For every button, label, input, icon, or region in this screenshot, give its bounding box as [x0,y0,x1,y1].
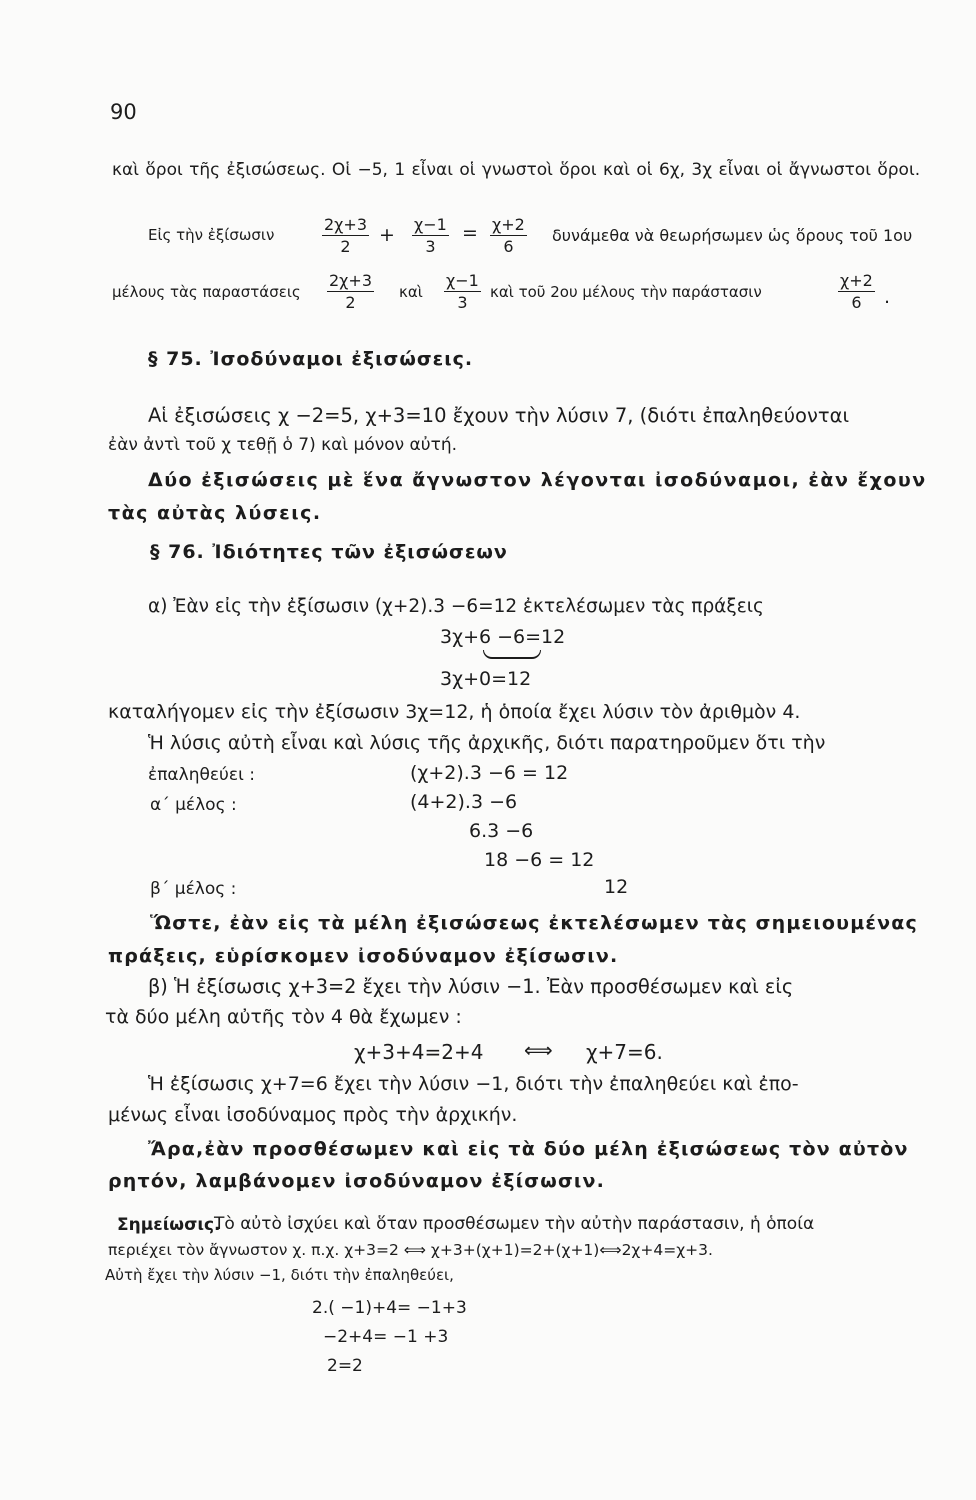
property-a-conclusion: καταλήγομεν εἰς τὴν ἐξίσωσιν 3χ=12, ἡ ὁποία ἔχει λύσιν τὸν ἀριθμὸν 4. [108,701,801,723]
member-a-label: α΄ μέλος : [150,795,237,815]
equivalence-arrow-icon: ⟺ [524,1038,553,1062]
fraction-x-1-over-3: $\frac{\chi-1}{3}$ [414,215,447,256]
fraction-2x3-over-2-b: $\frac{2\chi+3}{2}$ [329,271,373,312]
section-76-heading: § 76. Ἰδιότητες τῶν ἐξισώσεων [150,541,508,563]
fraction-example-tail: δυνάμεθα νὰ θεωρήσωμεν ὡς ὅρους τοῦ 1ου [552,226,913,245]
fraction-x-1-over-3-b: $\frac{\chi-1}{3}$ [446,271,479,312]
property-a-line: α) Ἐὰν εἰς τὴν ἐξίσωσιν (χ+2).3 −6=12 ἐκτελέσωμεν τὰς πράξεις [148,596,764,617]
definition-line2: τὰς αὐτὰς λύσεις. [108,502,322,524]
verification-step4: 18 −6 = 12 [484,849,595,871]
fraction-example-line2-mid: καὶ τοῦ 2ου μέλους τὴν παράστασιν [490,283,762,301]
fraction-x2-over-6: $\frac{\chi+2}{6}$ [492,215,525,256]
note-line3: Αὐτὴ ἔχει τὴν λύσιν −1, διότι τὴν ἐπαληθεύει, [105,1266,454,1284]
verification-step2: (4+2).3 −6 [410,791,518,813]
note-line1: Τὸ αὐτὸ ἰσχύει καὶ ὅταν προσθέσωμεν τὴν αὐτὴν παράστασιν, ἡ ὁποία [214,1214,815,1234]
rule2-line1: Ἄρα,ἐὰν προσθέσωμεν καὶ εἰς τὰ δύο μέλη ἐξισώσεως τὸν αὐτὸν [148,1138,909,1160]
property-b-line1: β) Ἡ ἐξίσωσις χ+3=2 ἔχει τὴν λύσιν −1. Ἐὰν προσθέσωμεν καὶ εἰς [148,975,794,998]
verification-step5: 12 [604,876,629,898]
fraction-2x3-over-2: $\frac{2\chi+3}{2}$ [324,215,368,256]
plus-sign: + [379,224,395,246]
note-calc1: 2.( −1)+4= −1+3 [312,1298,467,1318]
rule1-line2: πράξεις, εὑρίσκομεν ἰσοδύναμον ἐξίσωσιν. [108,945,619,967]
member-b-label: β΄ μέλος : [150,879,237,899]
section-75-heading: § 75. Ἰσοδύναμοι ἐξισώσεις. [148,348,474,370]
property-a-equation2: 3χ+0=12 [440,668,532,690]
verification-label: ἐπαληθεύει : [148,765,255,785]
fraction-x2-over-6-b: $\frac{\chi+2}{6}$ [840,271,873,312]
fraction-example-line2-lead: μέλους τὰς παραστάσεις [112,283,301,301]
page-number: 90 [110,100,137,124]
section-75-paragraph-line2: ἐὰν ἀντὶ τοῦ χ τεθῇ ὁ 7) καὶ μόνον αὐτή. [108,435,457,455]
note-label: Σημείωσις. [117,1215,221,1235]
cancellation-brace [483,650,541,659]
rule2-line2: ρητόν, λαμβάνομεν ἰσοδύναμον ἐξίσωσιν. [108,1170,606,1192]
and-word: καὶ [399,283,423,301]
property-b-equation-left: χ+3+4=2+4 [354,1040,484,1064]
note-line2: περιέχει τὸν ἄγνωστον χ. π.χ. χ+3=2 ⟺ χ+3+(χ+1)=2+(χ+1)⟺2χ+4=χ+3. [108,1241,713,1259]
fraction-example-lead: Εἰς τὴν ἐξίσωσιν [148,226,275,244]
property-a-solution: Ἡ λύσις αὐτὴ εἶναι καὶ λύσις τῆς ἀρχικῆς, διότι παρατηροῦμεν ὅτι τὴν [148,732,826,754]
section-75-paragraph-line1: Αἱ ἐξισώσεις χ −2=5, χ+3=10 ἔχουν τὴν λύσιν 7, (διότι ἐπαληθεύονται [148,404,850,427]
note-calc2: −2+4= −1 +3 [323,1327,449,1347]
property-b-conclusion1: Ἡ ἐξίσωσις χ+7=6 ἔχει τὴν λύσιν −1, διότι τὴν ἐπαληθεύει καὶ ἐπο- [148,1073,799,1095]
note-calc3: 2=2 [327,1356,363,1376]
equals-sign: = [462,222,478,244]
verification-step3: 6.3 −6 [469,820,534,842]
property-b-equation-right: χ+7=6. [586,1040,663,1064]
definition-line1: Δύο ἐξισώσεις μὲ ἕνα ἄγνωστον λέγονται ἰσοδύναμοι, ἐὰν ἔχουν [148,469,927,491]
period: . [884,286,891,308]
rule1-line1: Ὥστε, ἐὰν εἰς τὰ μέλη ἐξισώσεως ἐκτελέσωμεν τὰς σημειουμένας [150,912,919,934]
property-b-conclusion2: μένως εἶναι ἰσοδύναμος πρὸς τὴν ἀρχικήν. [108,1104,518,1126]
verification-step1: (χ+2).3 −6 = 12 [410,762,569,784]
property-a-equation1: 3χ+6 −6=12 [440,626,566,648]
intro-line: καὶ ὅροι τῆς ἐξισώσεως. Οἱ −5, 1 εἶναι οἱ γνωστοὶ ὅροι καὶ οἱ 6χ, 3χ εἶναι οἱ ἄγνωστοι ὅροι. [112,160,921,180]
property-b-line2: τὰ δύο μέλη αὐτῆς τὸν 4 θὰ ἔχωμεν : [105,1006,462,1028]
